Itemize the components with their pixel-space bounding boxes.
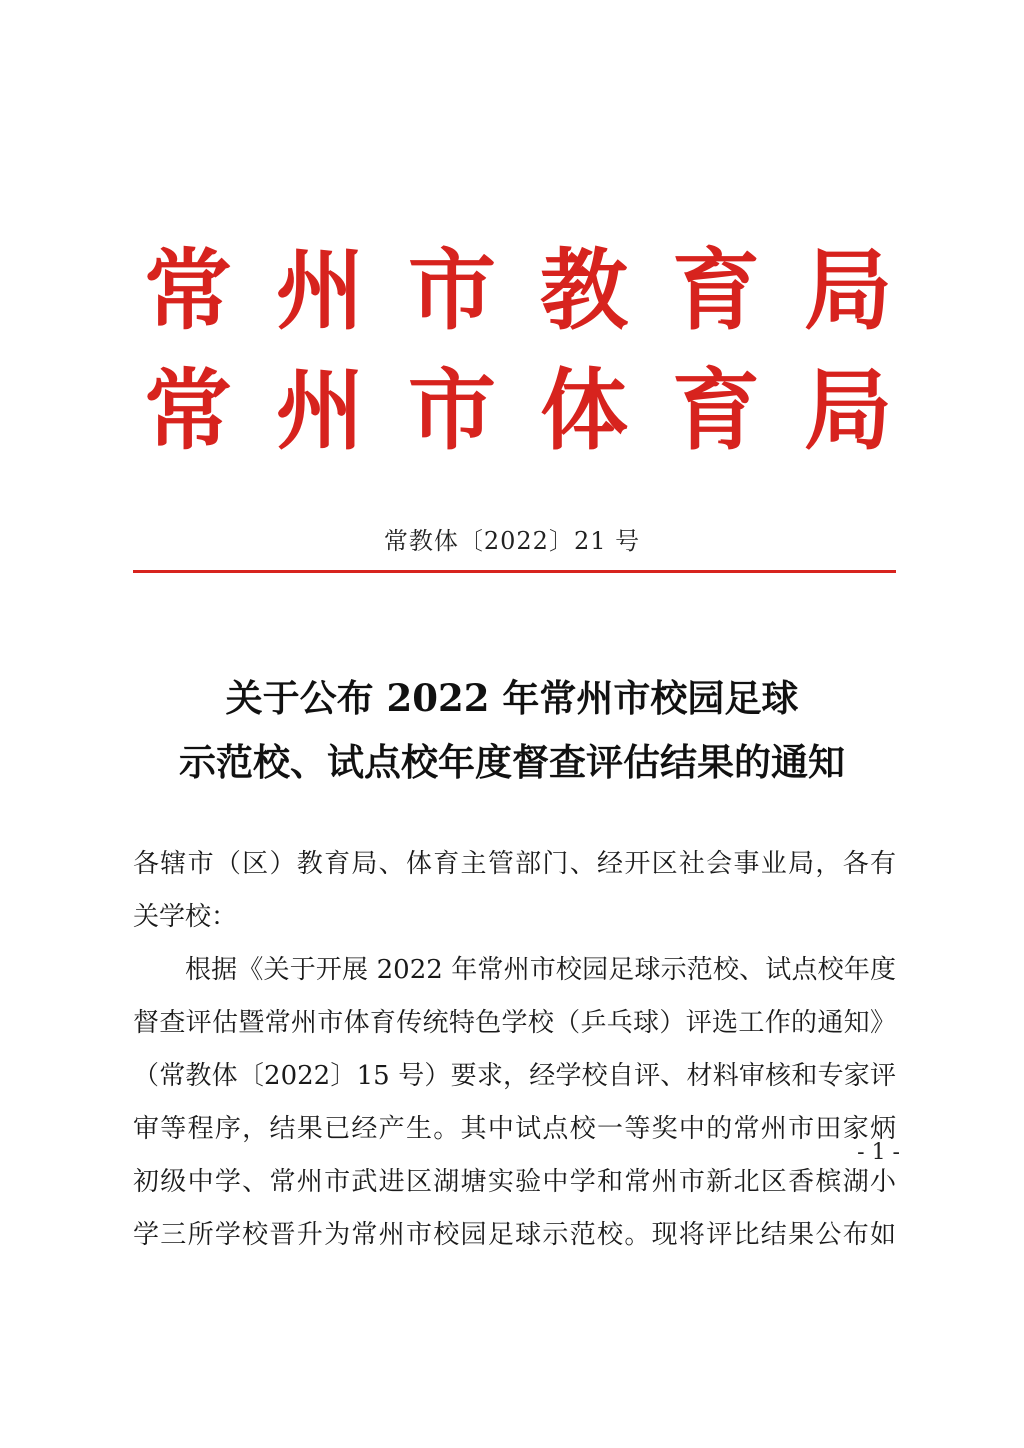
addressee-line: 各辖市（区）教育局、体育主管部门、经开区社会事业局，各有: [133, 849, 896, 879]
issuer-char: 局: [803, 358, 892, 462]
body-paragraph-line: 督查评估暨常州市体育传统特色学校（乒乓球）评选工作的通知》: [133, 1008, 896, 1038]
issuer-heading-sports-bureau: [138, 355, 898, 465]
red-divider-line: [133, 570, 896, 573]
issuer-char: 育: [671, 358, 760, 462]
body-paragraph-line: 审等程序，结果已经产生。其中试点校一等奖中的常州市田家炳: [133, 1114, 896, 1144]
document-title-line-2: 示范校、试点校年度督查评估结果的通知: [179, 740, 845, 784]
document-number: 常教体〔2022〕21 号: [383, 527, 641, 555]
addressee-line-end: 关学校：: [133, 902, 238, 932]
page-number: - 1 -: [857, 1140, 900, 1165]
body-paragraph-line: 根据《关于开展 2022 年常州市校园足球示范校、试点校年度: [185, 955, 896, 985]
issuer-char: 市: [407, 238, 496, 342]
issuer-char: 局: [803, 238, 892, 342]
issuer-char: 育: [671, 238, 760, 342]
body-paragraph-line: 学三所学校晋升为常州市校园足球示范校。现将评比结果公布如: [133, 1220, 896, 1250]
issuer-char: 州: [275, 358, 364, 462]
issuer-char: 体: [539, 358, 628, 462]
issuer-heading-education-bureau: [138, 235, 898, 345]
body-paragraph-line: 初级中学、常州市武进区湖塘实验中学和常州市新北区香槟湖小: [133, 1167, 896, 1197]
issuer-char: 教: [539, 238, 628, 342]
issuer-char: 常: [143, 238, 232, 342]
body-paragraph-line: （常教体〔2022〕15 号）要求，经学校自评、材料审核和专家评: [133, 1061, 896, 1091]
issuer-char: 州: [275, 238, 364, 342]
issuer-char: 市: [407, 358, 496, 462]
document-title-line-1: 关于公布 2022 年常州市校园足球: [225, 676, 799, 720]
issuer-char: 常: [143, 358, 232, 462]
